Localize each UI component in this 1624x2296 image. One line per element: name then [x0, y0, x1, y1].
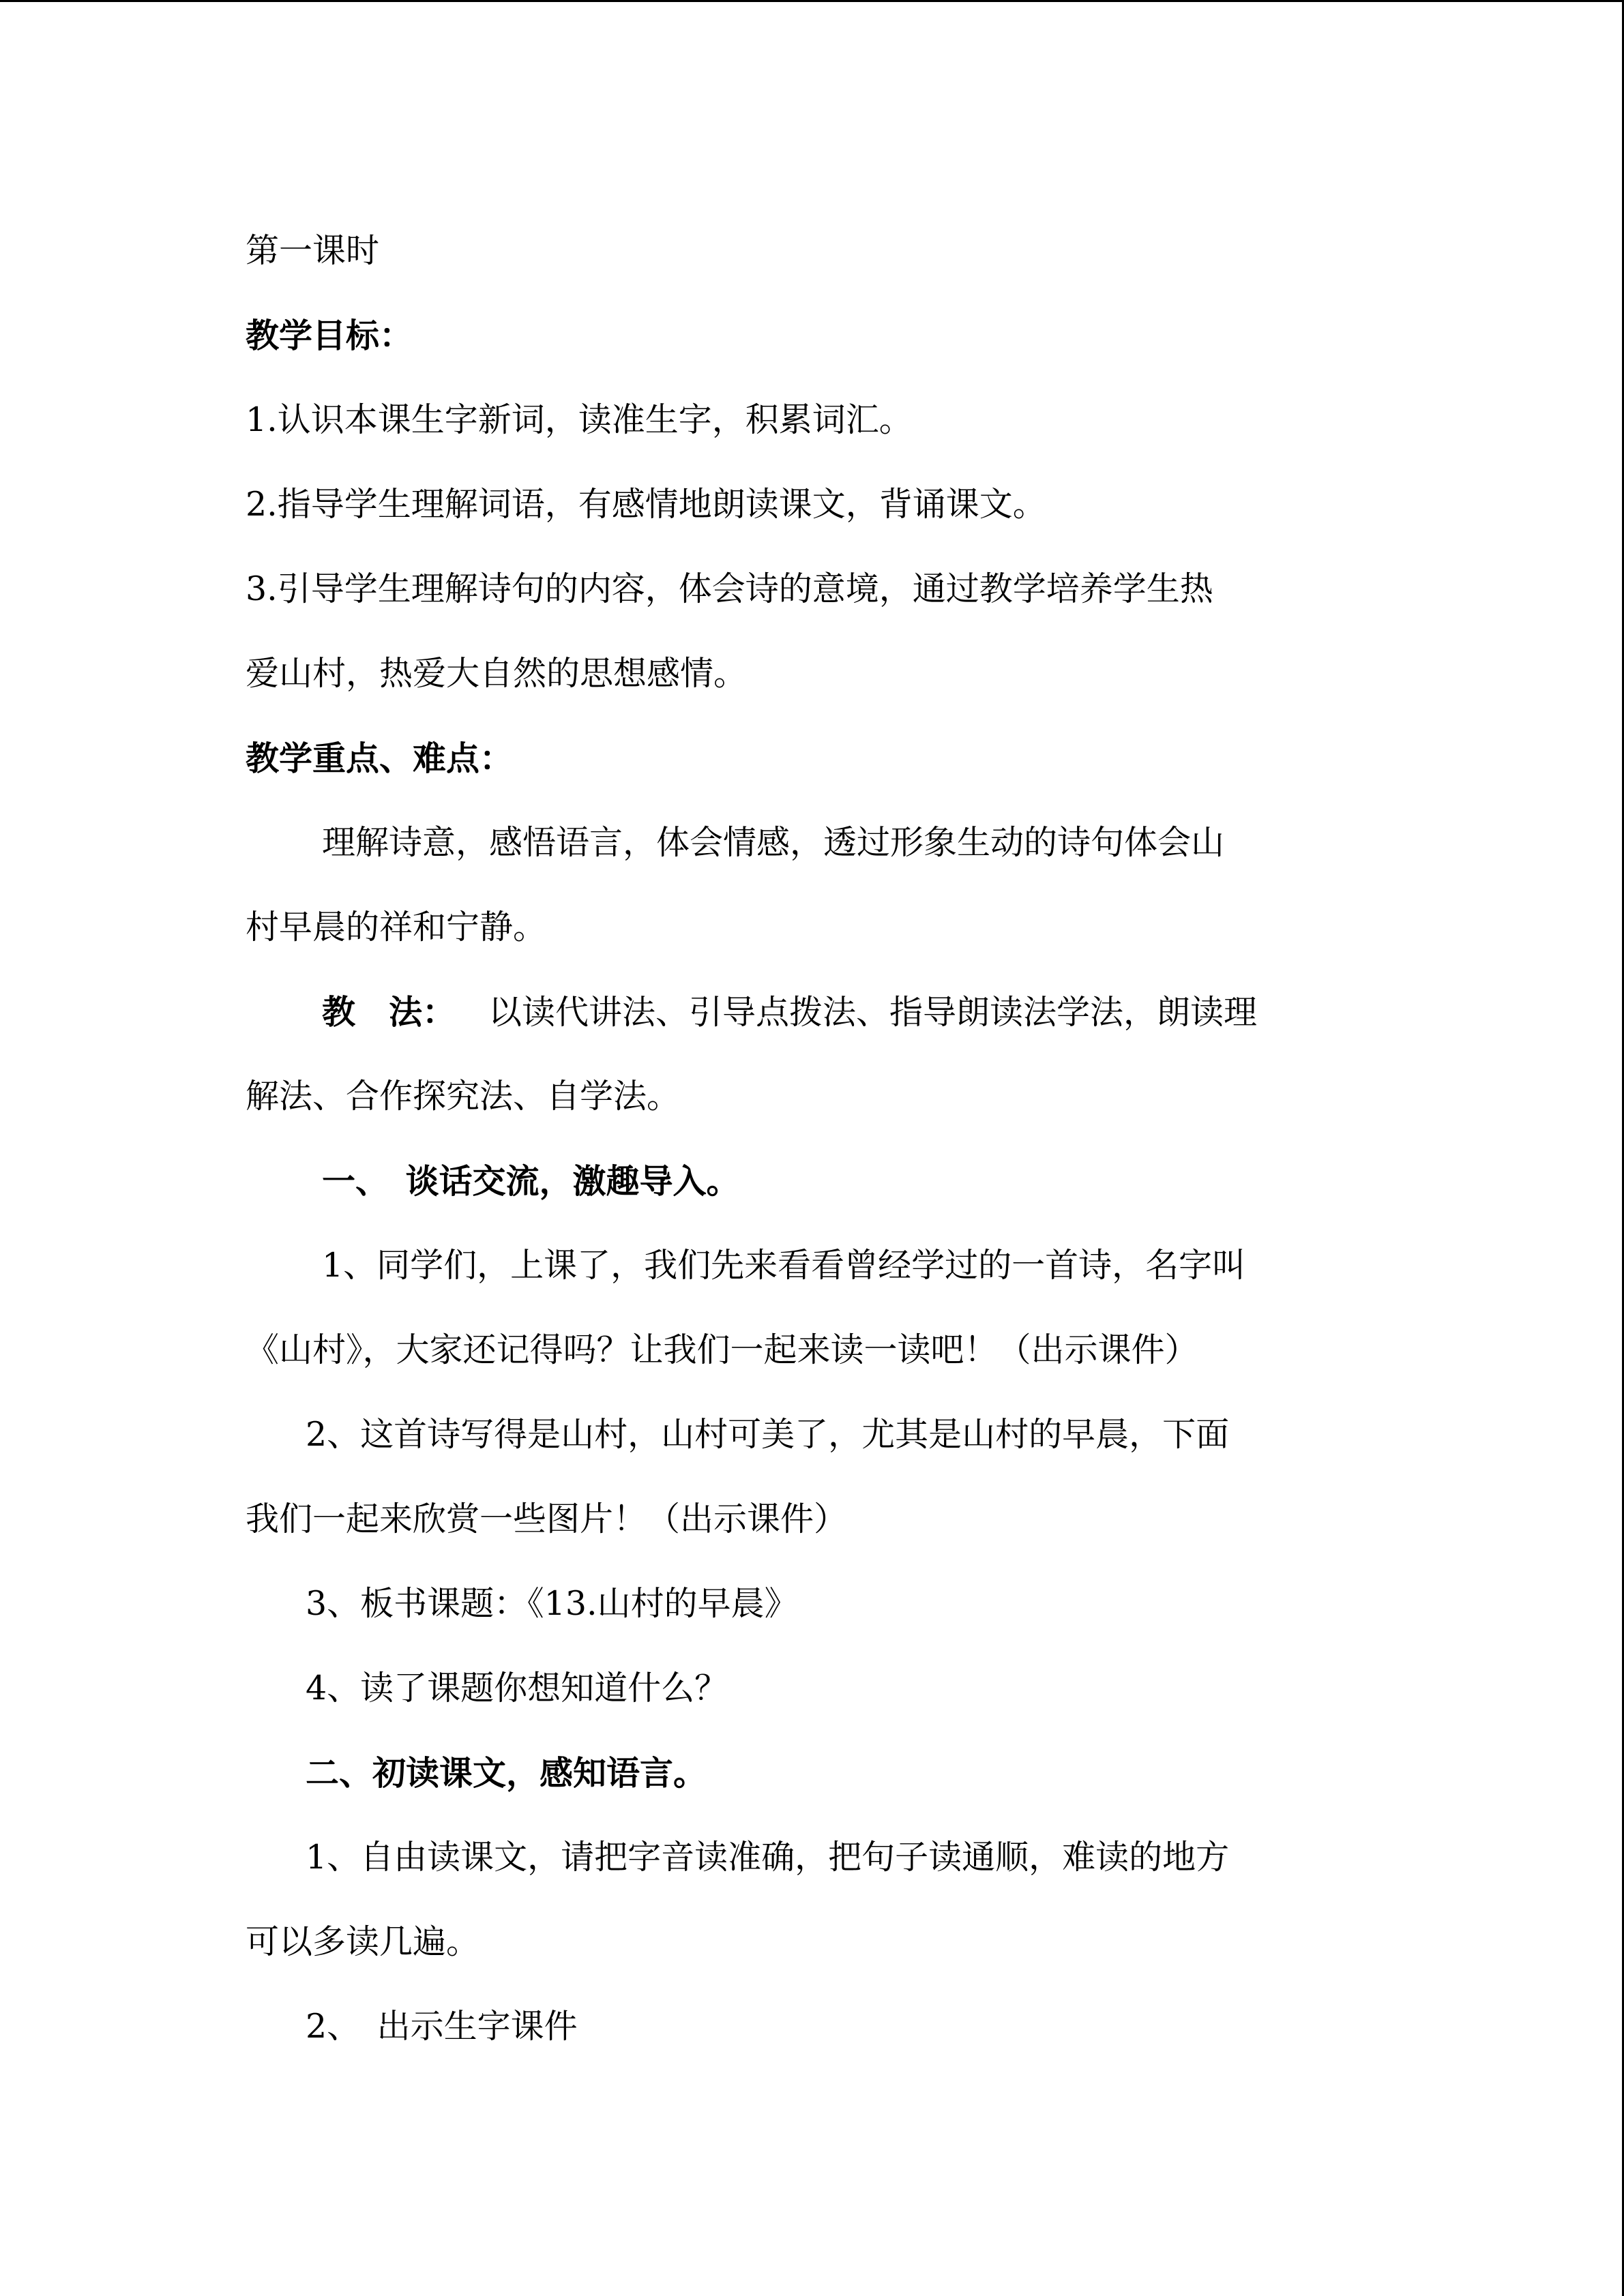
method-line: 解法、合作探究法、自学法。: [246, 1077, 681, 1116]
section1-item: 4、读了课题你想知道什么？: [306, 1669, 728, 1708]
section2-item: 可以多读几遍。: [246, 1922, 480, 1961]
objectives-heading: 教学目标：: [246, 316, 413, 355]
objective-line: 2.指导学生理解词语，有感情地朗读课文，背诵课文。: [246, 485, 1046, 524]
section1-item: 我们一起来欣赏一些图片！（出示课件）: [246, 1500, 848, 1538]
section1-item: 2、这首诗写得是山村，山村可美了，尤其是山村的早晨，下面: [306, 1415, 1230, 1454]
lesson-title: 第一课时: [246, 231, 380, 270]
section1-item: 3、板书课题：《13.山村的早晨》: [306, 1584, 798, 1623]
method-label: 教 法：: [322, 992, 456, 1032]
keypoints-heading: 教学重点、难点：: [246, 739, 514, 778]
section1-heading: 一、 谈话交流，激趣导入。: [322, 1161, 740, 1201]
keypoints-line: 理解诗意，感悟语言，体会情感，透过形象生动的诗句体会山: [322, 823, 1225, 862]
method-text: 以读代讲法、引导点拨法、指导朗读法学法，朗读理: [488, 993, 1258, 1032]
section2-heading: 二、初读课文，感知语言。: [306, 1753, 707, 1793]
section1-item: 《山村》，大家还记得吗？让我们一起来读一读吧！（出示课件）: [246, 1330, 1198, 1369]
method-line: [246, 970, 1381, 1054]
keypoints-line: 村早晨的祥和宁静。: [246, 908, 547, 946]
objective-line: 爱山村，热爱大自然的思想感情。: [246, 654, 748, 693]
objective-line: 1.认识本课生字新词，读准生字，积累词汇。: [246, 400, 913, 439]
section1-item: 1、同学们，上课了，我们先来看看曾经学过的一首诗，名字叫: [322, 1246, 1246, 1285]
objective-line: 3.引导学生理解诗句的内容，体会诗的意境，通过教学培养学生热: [246, 569, 1213, 608]
section2-item: 2、 出示生字课件: [306, 2007, 578, 2046]
section2-item: 1、自由读课文，请把字音读准确，把句子读通顺，难读的地方: [306, 1838, 1230, 1877]
document-body: [246, 209, 1381, 2069]
